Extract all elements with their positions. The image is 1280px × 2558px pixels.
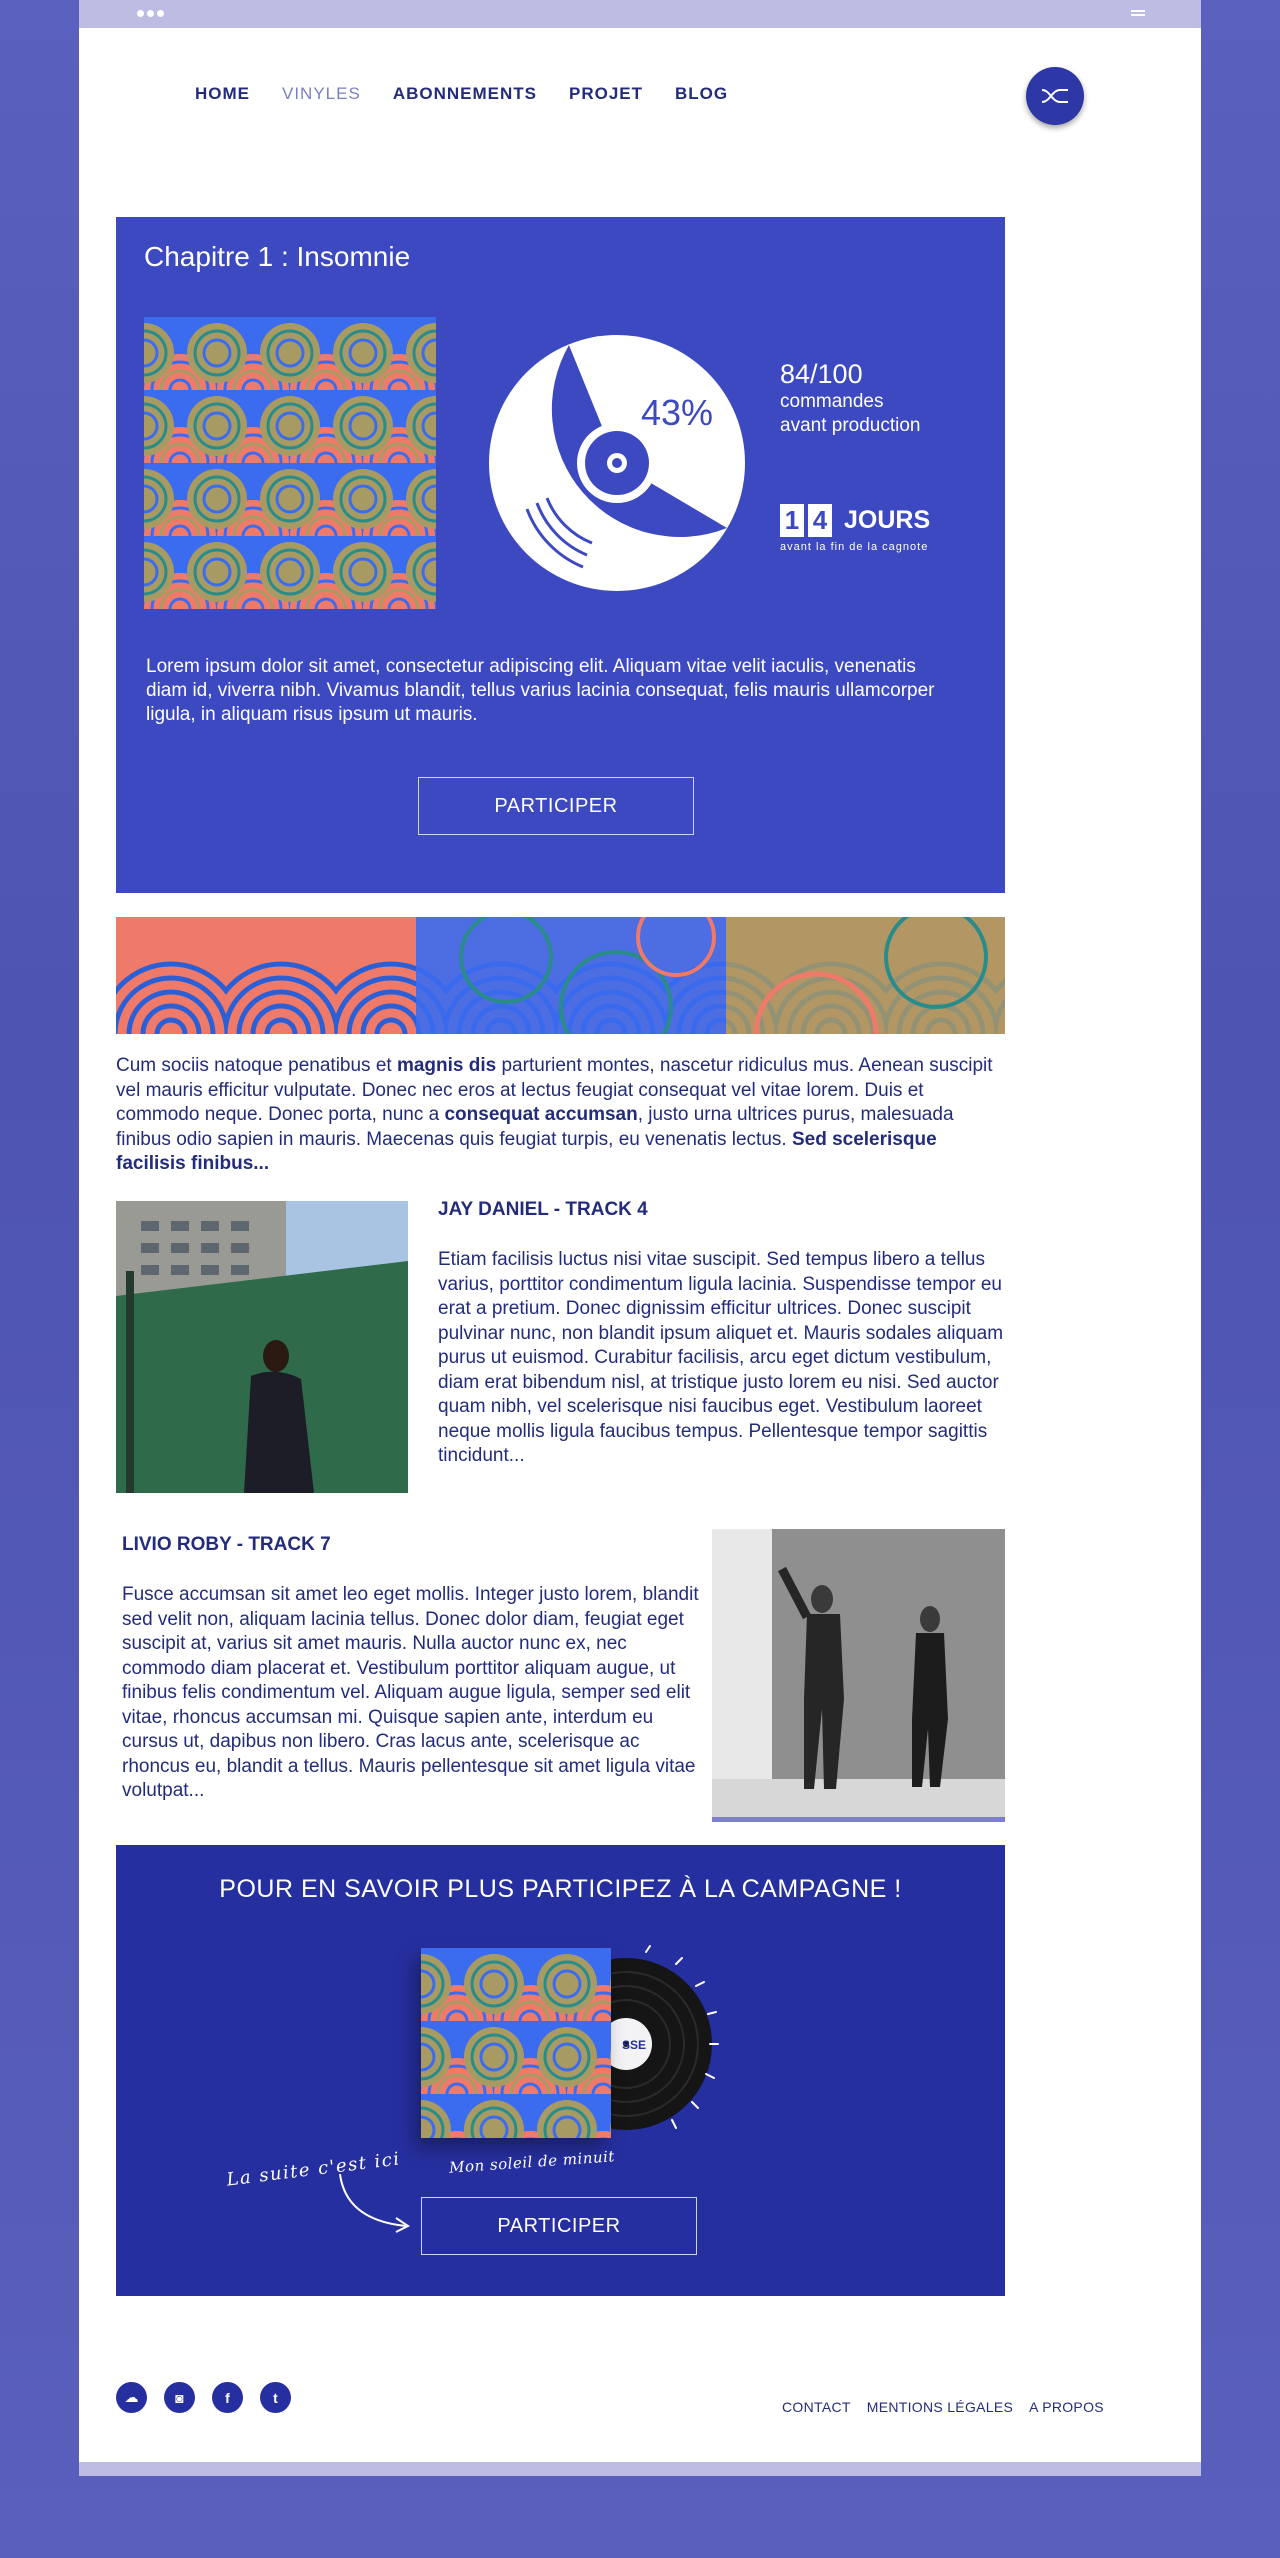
album-sleeve-image	[421, 1948, 611, 2138]
days-label: JOURS	[844, 506, 931, 534]
social-links	[116, 2382, 291, 2413]
intro-paragraph	[116, 1054, 1005, 1177]
jay-daniel-photo	[116, 1201, 408, 1493]
shuffle-icon	[1040, 86, 1070, 106]
menu-icon[interactable]	[1131, 10, 1145, 18]
cta-participer-button[interactable]: PARTICIPER	[421, 2197, 697, 2255]
orders-label-1: commandes	[780, 391, 884, 412]
intro-text-1: Cum sociis natoque penatibus et	[116, 1055, 397, 1076]
livio-roby-photo	[712, 1529, 1005, 1822]
progress-percent: 43%	[640, 392, 714, 433]
window-controls[interactable]	[137, 10, 164, 17]
order-stats	[780, 359, 921, 438]
vinyl-label-text: SSE	[622, 2038, 647, 2052]
twitter-icon[interactable]: t	[260, 2382, 291, 2413]
days-remaining	[780, 504, 930, 553]
campaign-cta-section	[116, 1845, 1005, 2296]
intro-bold-2: consequat accumsan	[444, 1104, 638, 1125]
footer-legal-link[interactable]: MENTIONS LÉGALES	[866, 2399, 1014, 2415]
arrow-icon	[336, 2170, 416, 2235]
participer-button[interactable]: PARTICIPER	[418, 777, 694, 835]
hero-title: Chapitre 1 : Insomnie	[144, 241, 411, 272]
footer-contact-link[interactable]: CONTACT	[782, 2399, 851, 2415]
nav-blog[interactable]: BLOG	[675, 84, 729, 103]
days-digit-2: 4	[808, 504, 832, 537]
intro-text-2: parturient montes, nascetur ridiculus mus. Aenean suscipit vel mauris efficitur vulputate. Donec nec eros at lectus feugiat consequat vel vitae lorem. Duis et commodo neque. Donec porta, nunc a	[116, 1055, 993, 1125]
intro-text-3: , justo urna ultrices purus, malesuada finibus odio sapien in mauris. Maecenas quis feugiat turpis, eu venenatis lectus.	[116, 1104, 954, 1150]
instagram-icon[interactable]: ◙	[164, 2382, 195, 2413]
window-bottom-bar	[79, 2462, 1201, 2476]
track2-description: Fusce accumsan sit amet leo eget mollis. Integer justo lorem, blandit sed velit non, aliquam lacinia tellus. Donec dolor diam, feugiat eget suscipit at, varius sit amet mauris. Nulla auctor nunc ex, nec commodo diam placerat et. Vestibulum porttitor aliquam augue, ut finibus felis condimentum vel. Aliquam augue ligula, semper sed elit vitae, rhoncus accumsan mi. Quisque sapien ante, interdum eu cursus ut, dapibus non libero. Cras lacus ante, scelerisque ac rhoncus eu, blandit a tellus. Mauris pellentesque sit amet ligula vitae volutpat...	[122, 1584, 699, 1801]
cta-title: POUR EN SAVOIR PLUS PARTICIPEZ À LA CAMPAGNE !	[219, 1875, 902, 1903]
intro-bold-1: magnis dis	[396, 1055, 497, 1076]
nav-vinyles[interactable]: VINYLES	[282, 84, 361, 103]
soundcloud-icon[interactable]: ☁	[116, 2382, 147, 2413]
progress-disc	[487, 333, 747, 593]
track2-title: LIVIO ROBY - TRACK 7	[122, 1534, 331, 1555]
nav-projet[interactable]: PROJET	[568, 84, 644, 103]
footer-links	[782, 2399, 1104, 2415]
script-right-label: Mon soleil de minuit	[448, 2147, 616, 2177]
campaign-hero-card	[116, 217, 1005, 893]
intro-bold-3: Sed scelerisque facilisis finibus...	[116, 1128, 937, 1174]
track1-description: Etiam facilisis luctus nisi vitae suscipit. Sed tempus libero a tellus varius, porttitor condimentum ligula lacinia. Suspendisse tempor eu erat a pretium. Donec dignissim efficitur ultrices. Donec suscipit pulvinar nunc, non blandit ipsum aliquet et. Mauris sodales aliquam purus ut euismod. Curabitur facilisis, arcu eget dictum vestibulum, diam erat bibendum nisl, at tristique justo lorem eu nisi. Sed auctor quam nibh, vel scelerisque nisi faucibus eget. Vestibulum laoreet neque mollis ligula faucibus tempus. Pellentesque tempor sagittis tincidunt...	[438, 1249, 1004, 1466]
pattern-banner-image	[116, 917, 1005, 1034]
hero-description: Lorem ipsum dolor sit amet, consectetur adipiscing elit. Aliquam vitae velit iaculis, venenatis diam id, viverra nibh. Vivamus blandit, tellus varius lacinia consequat, felis mauris ullamcorper ligula, in aliquam risus ipsum ut mauris.	[146, 656, 935, 725]
facebook-icon[interactable]: f	[212, 2382, 243, 2413]
days-subtitle: avant la fin de la cagnote	[780, 541, 929, 553]
days-digit-1: 1	[780, 504, 804, 537]
orders-count: 84/100	[780, 359, 863, 389]
main-nav	[195, 84, 728, 104]
script-left-label: La suite c'est ici	[225, 2148, 402, 2191]
shuffle-logo-button[interactable]	[1026, 67, 1084, 125]
nav-home[interactable]: HOME	[195, 84, 250, 103]
track1-title: JAY DANIEL - TRACK 4	[438, 1199, 648, 1220]
orders-label-2: avant production	[780, 415, 921, 436]
window-titlebar	[79, 0, 1201, 28]
nav-abonnements[interactable]: ABONNEMENTS	[392, 84, 537, 103]
footer-about-link[interactable]: A PROPOS	[1029, 2399, 1104, 2415]
album-cover-image	[144, 317, 436, 609]
